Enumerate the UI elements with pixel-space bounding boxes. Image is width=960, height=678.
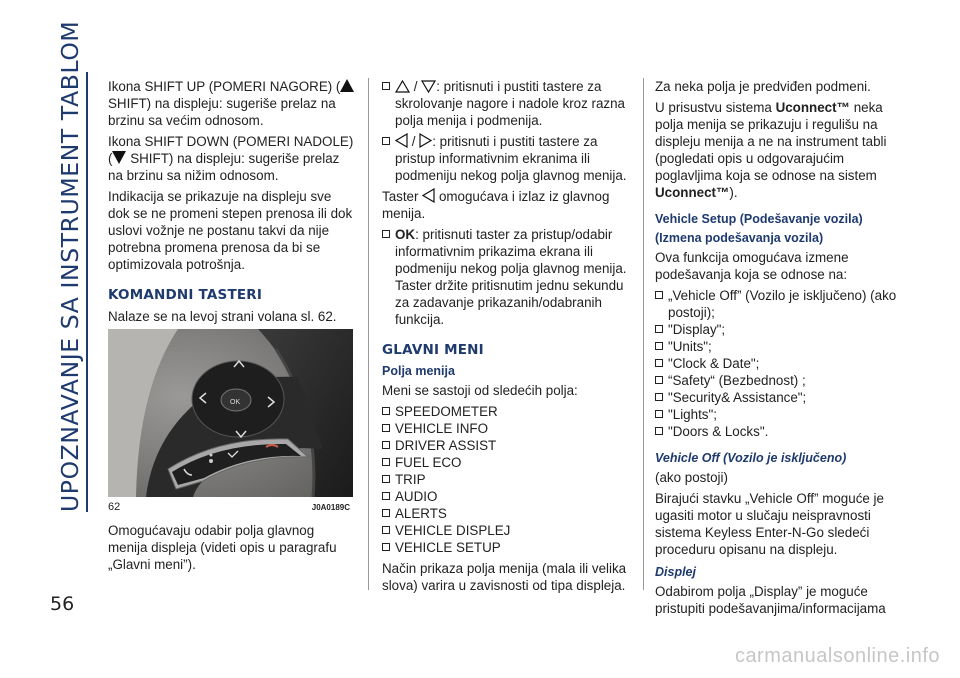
uconnect-paragraph: U prisustvu sistema Uconnect™ neka polja menija se prikazuju i regulišu na displeju menija a ne na instrument tabli (pogledati opis u odgovarajućim poglavljima koja se odnose na sistem Uconnect™).: [655, 100, 887, 200]
column-divider: [643, 78, 644, 590]
subheading-vehicle-setup: Vehicle Setup (Podešavanje vozila): [655, 212, 863, 226]
list-item: "Lights";: [655, 406, 907, 423]
shift-down-paragraph: Ikona SHIFT DOWN (POMERI NADOLE) ( SHIFT) na displeju: sugeriše prelaz na brzinu sa nižim odnosom.: [108, 134, 354, 183]
list-item: „Vehicle Off” (Vozilo je isključeno) (ako postoji);: [655, 287, 907, 321]
display-mode-paragraph: Način prikaza polja menija (mala ili velika slova) varira u zavisnosti od tipa displeja.: [382, 561, 627, 593]
section-heading-main-menu: GLAVNI MENI: [382, 342, 484, 358]
list-item: ALERTS: [382, 505, 637, 522]
steering-wheel-illustration: [108, 329, 353, 497]
purpose-paragraph: Omogućavaju odabir polja glavnog menija displeja (videti opis u paragrafu „Glavni meni”).: [108, 523, 337, 572]
chapter-rule: [86, 72, 88, 512]
left-right-buttons-paragraph: / : pritisnuti i pustiti tastere za pristup informativnim ekranima ili podmeniju nekog polja glavnog menija.: [382, 133, 637, 184]
list-item: FUEL ECO: [382, 454, 637, 471]
figure-number: 62: [108, 501, 121, 513]
list-item: VEHICLE DISPLEJ: [382, 522, 637, 539]
up-down-buttons-paragraph: / : pritisnuti i pustiti tastere za skrolovanje nagore i nadole kroz razna polja menija i podmenija.: [382, 78, 637, 129]
column-3: [655, 78, 907, 621]
vehicle-off-note: (ako postoji): [655, 470, 728, 485]
list-item: "Display";: [655, 321, 907, 338]
subheading-vehicle-setup-line2: (Izmena podešavanja vozila): [655, 231, 824, 245]
shift-up-paragraph: Ikona SHIFT UP (POMERI NAGORE) ( SHIFT) na displeju: sugeriše prelaz na brzinu sa većim odnosom.: [108, 78, 356, 129]
figure-code: J0A0189C: [311, 503, 350, 512]
subheading-vehicle-off: Vehicle Off (Vozilo je isključeno): [655, 451, 847, 465]
subheading-menu-fields: Polja menija: [382, 364, 455, 378]
list-item: AUDIO: [382, 488, 637, 505]
page-number: 56: [50, 593, 75, 615]
column-2: [382, 78, 637, 598]
list-item: "Security& Assistance";: [655, 389, 907, 406]
menu-intro: Meni se sastoji od sledećih polja:: [382, 383, 578, 398]
vehicle-off-paragraph: Birajući stavku „Vehicle Off” moguće je ugasiti motor u slučaju neispravnosti sistema Keyless Enter-N-Go sledeći proceduru opisanu na displeju.: [655, 491, 884, 557]
ok-button-label: OK: [230, 399, 241, 406]
list-item: "Clock & Date";: [655, 355, 907, 372]
menu-fields-list: [382, 403, 637, 556]
exit-button-paragraph: Taster omogućava i izlaz iz glavnog menija.: [382, 189, 610, 221]
submenu-paragraph: Za neka polja je predviđen podmeni.: [655, 79, 871, 94]
list-item: TRIP: [382, 471, 637, 488]
list-item: DRIVER ASSIST: [382, 437, 637, 454]
section-heading-control-buttons: KOMANDNI TASTERI: [108, 287, 263, 303]
ok-button-paragraph: OK: pritisnuti taster za pristup/odabir informativnim prikazima ekrana ili podmeniju nekog polja glavnog menija. Taster držite pritisnutim jednu sekundu za zadavanje prikazanih/odabranih funkcija.: [382, 226, 637, 328]
chapter-title: UPOZNAVANJE SA INSTRUMENT TABLOM: [56, 20, 84, 512]
vehicle-setup-intro: Ova funkcija omogućava izmene podešavanja koja se odnose na:: [655, 250, 849, 282]
arrow-left-icon: [395, 133, 408, 148]
list-item: VEHICLE INFO: [382, 420, 637, 437]
list-item: SPEEDOMETER: [382, 403, 637, 420]
column-1: [108, 78, 356, 577]
figure-caption: [108, 499, 356, 516]
arrow-up-icon: [395, 80, 410, 93]
vehicle-setup-list: [655, 287, 907, 440]
steering-wheel-photo: [108, 329, 353, 497]
location-paragraph: Nalaze se na levoj strani volana sl. 62.: [108, 309, 337, 324]
arrow-right-icon: [419, 133, 432, 148]
arrow-left-icon: [422, 188, 435, 203]
display-paragraph: Odabirom polja „Display” je moguće pristupiti podešavanjima/informacijama: [655, 584, 886, 616]
subheading-display: Displej: [655, 565, 696, 579]
list-item: "Units";: [655, 338, 907, 355]
list-item: “Safety“ (Bezbednost) ;: [655, 372, 907, 389]
watermark: carmanualsonline.info: [734, 645, 940, 667]
indication-paragraph: Indikacija se prikazuje na displeju sve dok se ne promeni stepen prenosa ili dok uslovi vožnje ne postanu takvi da nije potrebna promena prenosa da bi se optimizovala potrošnja.: [108, 189, 353, 272]
shift-up-icon: [340, 79, 354, 92]
shift-down-icon: [112, 151, 126, 164]
column-divider: [368, 78, 369, 590]
arrow-down-icon: [421, 80, 436, 93]
list-item: VEHICLE SETUP: [382, 539, 637, 556]
list-item: "Doors & Locks".: [655, 423, 907, 440]
